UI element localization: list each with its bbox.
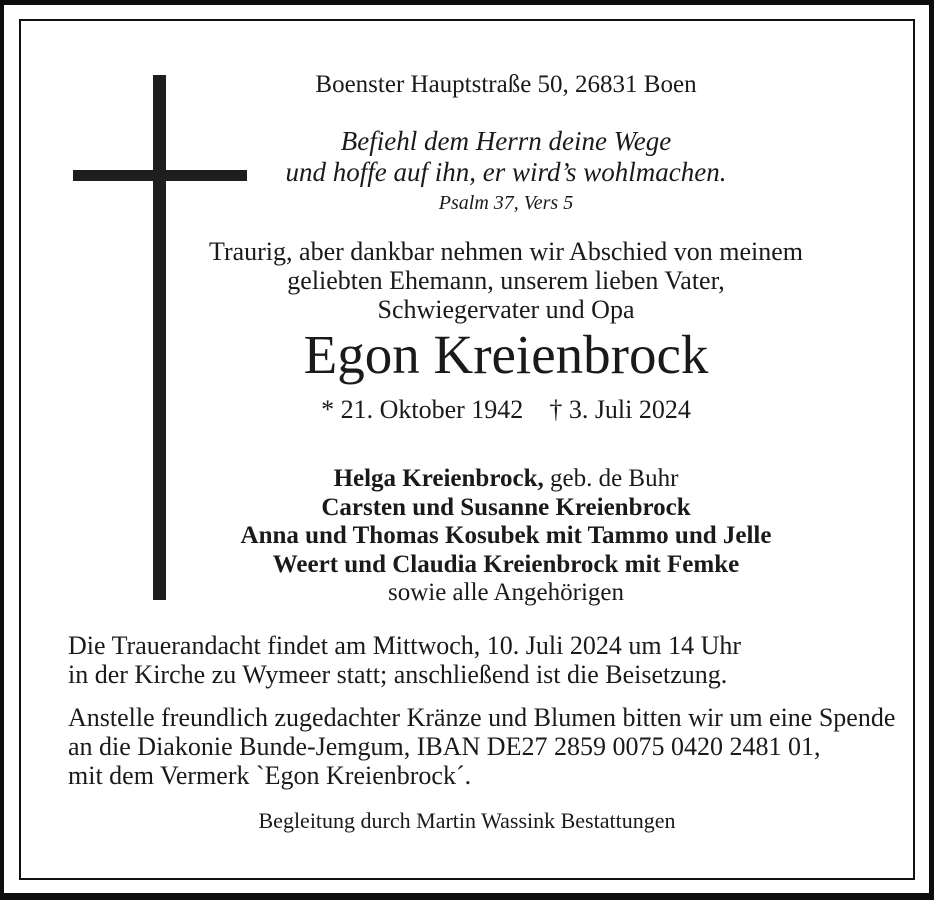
mourner-line: Weert und Claudia Kreienbrock mit Femke	[272, 550, 740, 578]
mourners-list	[96, 465, 916, 608]
donation-info	[68, 703, 898, 790]
mourner-line: sowie alle Angehörigen	[387, 579, 625, 606]
intro-text	[96, 237, 916, 324]
donation-info-line-1: Anstelle freundlich zugedachter Kränze und Blumen bitten wir um eine Spende	[68, 703, 896, 732]
deceased-name: Egon Kreienbrock	[303, 324, 709, 385]
mourner-line: Helga Kreienbrock, geb. de Buhr	[333, 465, 679, 492]
intro-line-1: Traurig, aber dankbar nehmen wir Abschied von meinem	[208, 237, 803, 266]
verse-source: Psalm 37, Vers 5	[438, 192, 574, 214]
life-dates	[96, 395, 916, 425]
death-date: † 3. Juli 2024	[549, 395, 691, 424]
service-info	[68, 631, 898, 689]
service-info-line-1: Die Trauerandacht findet am Mittwoch, 10. Juli 2024 um 14 Uhr	[68, 631, 742, 660]
birth-date: * 21. Oktober 1942	[321, 395, 524, 424]
donation-info-line-3: mit dem Vermerk `Egon Kreienbrock´.	[68, 761, 472, 790]
verse-line-1: Befiehl dem Herrn deine Wege	[340, 126, 672, 156]
service-info-line-2: in der Kirche zu Wymeer statt; anschließend ist die Beisetzung.	[68, 660, 728, 689]
obituary-content	[21, 21, 913, 879]
address-line: Boenster Hauptstraße 50, 26831 Boen	[315, 71, 697, 98]
intro-line-2: geliebten Ehemann, unserem lieben Vater,	[287, 266, 725, 295]
funeral-home-credit: Begleitung durch Martin Wassink Bestattungen	[258, 808, 676, 833]
bible-verse	[96, 126, 916, 215]
verse-line-2: und hoffe auf ihn, er wird’s wohlmachen.	[285, 157, 727, 187]
donation-info-line-2: an die Diakonie Bunde-Jemgum, IBAN DE27 2859 0075 0420 2481 01,	[68, 732, 821, 761]
mourner-line: Carsten und Susanne Kreienbrock	[321, 493, 691, 521]
mourner-line: Anna und Thomas Kosubek mit Tammo und Jelle	[240, 522, 772, 549]
intro-line-3: Schwiegervater und Opa	[377, 295, 635, 324]
